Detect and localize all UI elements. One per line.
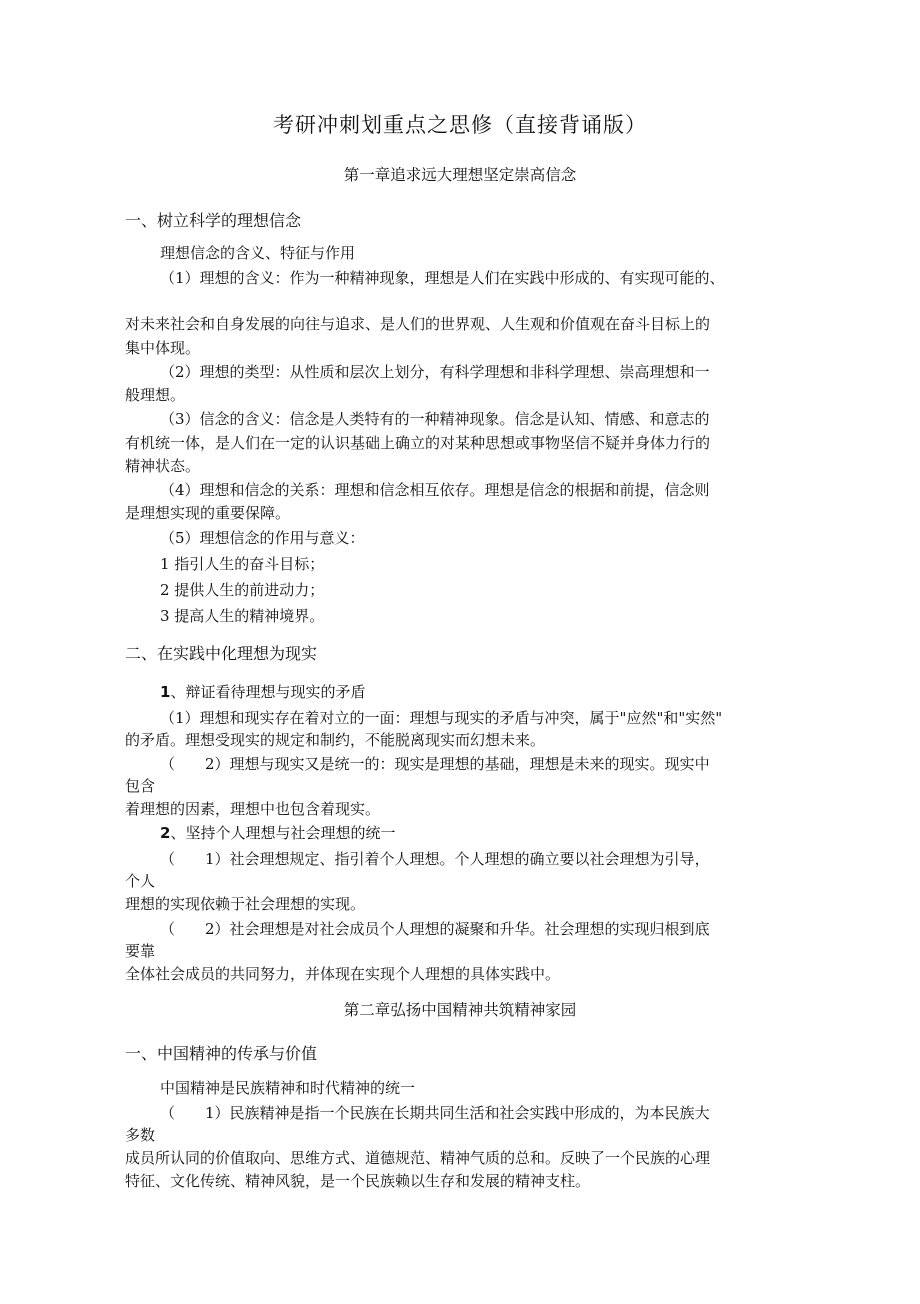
- paragraph-line: 要靠: [125, 942, 156, 960]
- chapter-2-title: 第二章弘扬中国精神共筑精神家园: [343, 1001, 577, 1019]
- section-heading: 一、树立科学的理想信念: [125, 211, 302, 230]
- paragraph-line: 有机统一体，是人们在一定的认识基础上确立的对某种思想或事物坚信不疑并身体力行的: [125, 434, 711, 452]
- paragraph-text: 1）民族精神是指一个民族在长期共同生活和社会实践中形成的，为本民族大: [205, 1104, 710, 1122]
- paragraph-line: 的矛盾。理想受现实的规定和制约，不能脱离现实而幻想未来。: [125, 731, 546, 749]
- section-heading: 一、中国精神的传承与价值: [125, 1044, 318, 1063]
- paren-open: （: [160, 1104, 176, 1122]
- paragraph-line: 特征、文化传统、精神风貌，是一个民族赖以生存和发展的精神支柱。: [125, 1172, 591, 1190]
- paragraph-line: 是理想实现的重要保障。: [125, 504, 291, 522]
- paragraph-line: （1）理想和现实存在着对立的一面：理想与现实的矛盾与冲突，属于"应然"和"实然": [160, 709, 723, 727]
- paren-open: （: [160, 920, 176, 938]
- paragraph-text: 2）理想与现实又是统一的：现实是理想的基础，理想是未来的现实。现实中: [205, 755, 710, 773]
- subheading: [160, 822, 395, 844]
- paren-open: （: [160, 755, 176, 773]
- subheading-number: 1: [160, 683, 171, 701]
- list-item: 2 提供人生的前进动力；: [160, 581, 325, 599]
- paragraph-line: 集中体现。: [125, 339, 201, 357]
- paragraph-line: （5）理想信念的作用与意义：: [160, 529, 365, 547]
- subheading: [160, 681, 365, 703]
- paragraph-line: （4）理想和信念的关系：理想和信念相互依存。理想是信念的根据和前提，信念则: [160, 481, 710, 499]
- paragraph-line: （1）理想的含义：作为一种精神现象，理想是人们在实践中形成的、有实现可能的、: [160, 269, 725, 287]
- paragraph-line: [160, 918, 710, 940]
- paren-open: （: [160, 850, 176, 868]
- list-item: 1 指引人生的奋斗目标；: [160, 555, 325, 573]
- paragraph-line: [160, 753, 710, 775]
- paragraph-line: （3）信念的含义：信念是人类特有的一种精神现象。信念是认知、情感、和意志的: [160, 410, 710, 428]
- subheading: 中国精神是民族精神和时代精神的统一: [160, 1079, 416, 1097]
- paragraph-line: 着理想的因素，理想中也包含着现实。: [125, 800, 381, 818]
- document-title: 考研冲刺划重点之思修（直接背诵版）: [273, 113, 647, 137]
- paragraph-line: [160, 848, 710, 870]
- paragraph-line: 全体社会成员的共同努力，并体现在实现个人理想的具体实践中。: [125, 965, 561, 983]
- paragraph-line: 精神状态。: [125, 457, 201, 475]
- paragraph-line: [160, 1102, 710, 1124]
- list-item: 3 提高人生的精神境界。: [160, 607, 325, 625]
- chapter-1-title: 第一章追求远大理想坚定崇高信念: [343, 166, 577, 184]
- paragraph-line: 多数: [125, 1126, 156, 1144]
- paragraph-line: 包含: [125, 777, 156, 795]
- paragraph-line: （2）理想的类型：从性质和层次上划分，有科学理想和非科学理想、崇高理想和一: [160, 363, 710, 381]
- paragraph-line: 般理想。: [125, 386, 186, 404]
- paragraph-line: 成员所认同的价值取向、思维方式、道德规范、精神气质的总和。反映了一个民族的心理: [125, 1149, 711, 1167]
- subheading-text: 、坚持个人理想与社会理想的统一: [170, 824, 396, 842]
- paragraph-line: 个人: [125, 872, 156, 890]
- subheading-number: 2: [160, 824, 171, 842]
- subheading-text: 、辩证看待理想与现实的矛盾: [170, 683, 366, 701]
- paragraph-line: 理想的实现依赖于社会理想的实现。: [125, 895, 366, 913]
- subheading: 理想信念的含义、特征与作用: [160, 244, 356, 262]
- paragraph-text: 1）社会理想规定、指引着个人理想。个人理想的确立要以社会理想为引导，: [205, 850, 710, 868]
- paragraph-text: 2）社会理想是对社会成员个人理想的凝聚和升华。社会理想的实现归根到底: [205, 920, 710, 938]
- section-heading: 二、在实践中化理想为现实: [125, 644, 318, 663]
- paragraph-line: 对未来社会和自身发展的向往与追求、是人们的世界观、人生观和价值观在奋斗目标上的: [125, 315, 711, 333]
